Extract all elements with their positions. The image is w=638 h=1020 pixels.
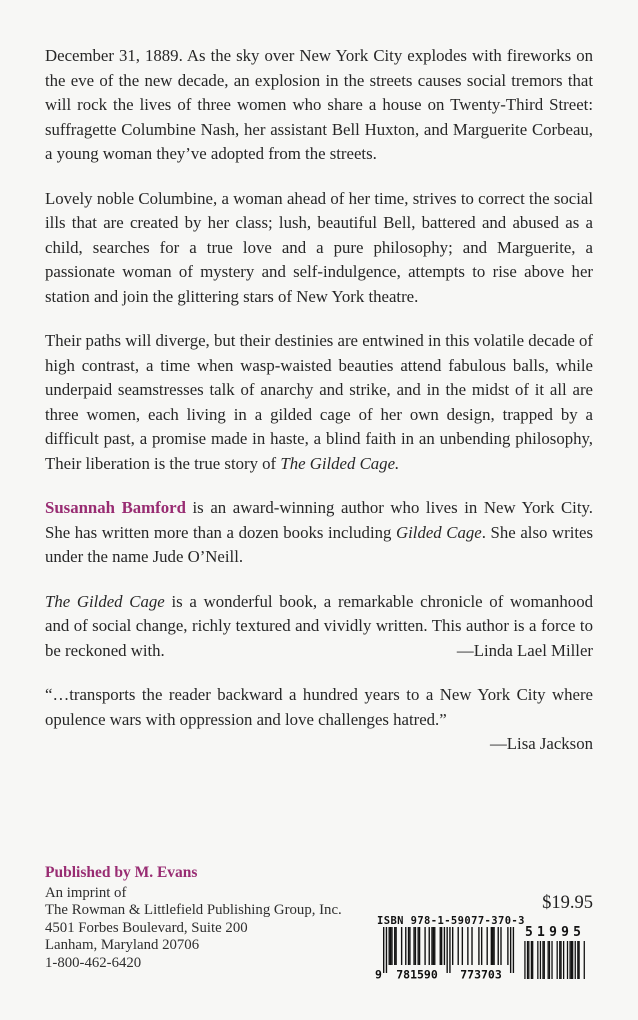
synopsis-paragraph-2: Lovely noble Columbine, a woman ahead of her time, strives to correct the social ills that are created by her class; lush, beautiful Bell, battered and abused as a child, searches for a true love and a pure philosophy; and Marguerite, a passionate woman of mystery and self-indulgence, attempts to rise above her station and join the glittering stars of New York theatre. bbox=[45, 188, 593, 306]
review-1-attribution: —Linda Lael Miller bbox=[456, 640, 593, 660]
ean5-supplement-digits: 5 1 9 9 5 bbox=[525, 925, 581, 940]
author-name: Susannah Bamford bbox=[45, 498, 186, 517]
svg-text:781590: 781590 bbox=[396, 967, 438, 981]
synopsis-paragraph-1: December 31, 1889. As the sky over New York City explodes with fireworks on the eve of the new decade, an explosion in the streets causes social tremors that will rock the lives of three women who share a house on Twenty-Third Street: suffragette Columbine Nash, her assistant Bell Huxton, and Marguerite Corbeau, a young woman they’ve adopted from the streets. bbox=[45, 46, 593, 163]
ean13-barcode bbox=[375, 927, 517, 986]
back-cover-copy bbox=[45, 44, 593, 777]
review-1-text: is a wonderful book, a remarkable chronicle of womanhood and of social change, richly textured and vividly written. This author is a force to be reckoned with. bbox=[45, 591, 593, 660]
price-label: $19.95 bbox=[542, 893, 593, 913]
publisher-street-line: 4501 Forbes Boulevard, Suite 200 bbox=[45, 919, 248, 936]
publisher-phone-line: 1-800-462-6420 bbox=[45, 954, 142, 971]
synopsis-paragraph-3 bbox=[45, 329, 593, 476]
svg-text:773703: 773703 bbox=[460, 967, 502, 981]
review-2-attribution: —Lisa Jackson bbox=[490, 734, 593, 753]
author-bio-text-after-title: . She also writes under the name Jude O’Neill. bbox=[45, 522, 593, 566]
review-1-book-title-italic: The Gilded Cage bbox=[45, 591, 165, 611]
publisher-group-line: The Rowman & Littlefield Publishing Group, Inc. bbox=[45, 902, 342, 919]
ean5-supplement bbox=[523, 925, 585, 984]
ean5-supplement-bars bbox=[523, 941, 585, 984]
review-quote-2: “…transports the reader backward a hundred years to a New York City where opulence wars with oppression and love challenges hatred.” bbox=[45, 685, 593, 729]
isbn-label: ISBN 978-1-59077-370-3 bbox=[377, 915, 525, 927]
author-bio-paragraph bbox=[45, 496, 593, 570]
synopsis-paragraph-3-text: Their paths will diverge, but their destinies are entwined in this volatile decade of high contrast, a time when wasp-waisted beauties attend fabulous balls, while underpaid seamstresses talk of anarchy and strike, and in the midst of it all are three women, each living in a gilded cage of her own design, trapped by a difficult past, a promise made in haste, a blind faith in an unbending philosophy, Their liberation is the true story of bbox=[45, 331, 593, 473]
book-title-italic: The Gilded Cage. bbox=[280, 453, 400, 473]
author-bio-text: is an award-winning author who lives in New York City. She has written more than a dozen books including bbox=[45, 498, 593, 542]
publisher-imprint-line: An imprint of bbox=[45, 885, 127, 901]
publisher-city-line: Lanham, Maryland 20706 bbox=[45, 937, 200, 954]
publisher-block bbox=[45, 864, 375, 972]
publisher-name: Published by M. Evans bbox=[45, 864, 198, 881]
author-bio-book-title-italic: Gilded Cage bbox=[396, 522, 482, 542]
svg-text:9: 9 bbox=[375, 967, 382, 981]
barcode-block bbox=[375, 893, 593, 983]
